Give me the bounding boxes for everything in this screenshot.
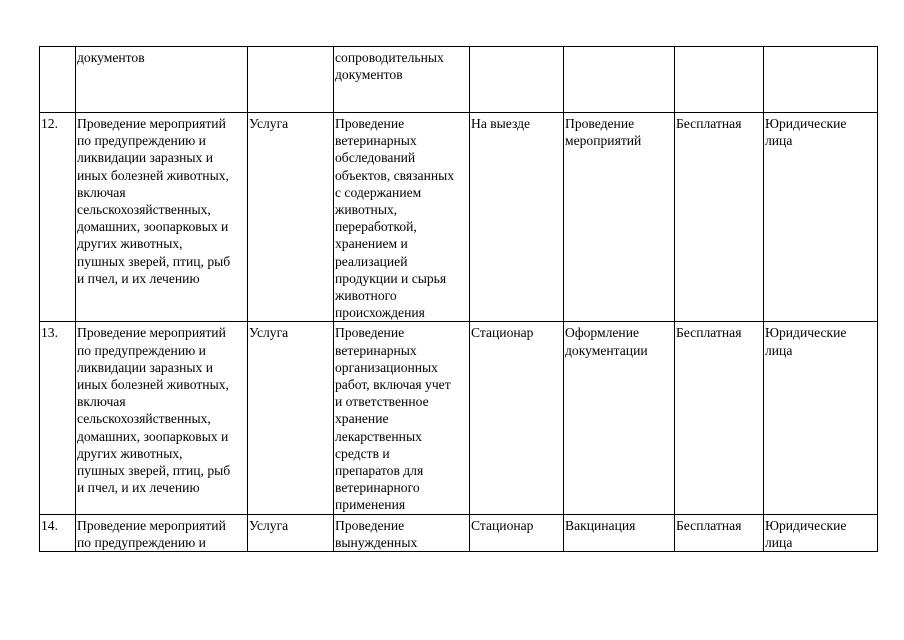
cell-number: 13.	[40, 322, 76, 514]
table-row-continuation	[40, 47, 878, 113]
cell-service-recipients: Юридические лица	[764, 113, 878, 322]
table-row-14	[40, 514, 878, 551]
cell-service-content: Проведение вынужденных	[334, 514, 470, 551]
cell-number: 14.	[40, 514, 76, 551]
cell-service-content: сопроводительных документов	[334, 47, 470, 113]
cell-service-recipients: Юридические лица	[764, 322, 878, 514]
cell-service-type: Услуга	[248, 322, 334, 514]
cell-service-cost: Бесплатная	[675, 322, 764, 514]
cell-service-result	[564, 47, 675, 113]
cell-number	[40, 47, 76, 113]
cell-service-place: Стационар	[470, 514, 564, 551]
cell-service-name: Проведение мероприятий по предупреждению и ликвидации заразных и иных болезней животных, включая сельскохозяйственных, домашних, зоопарковых и других животных, пушных зверей, птиц, рыб и пчел, и их лечению	[76, 113, 248, 322]
cell-service-name: документов	[76, 47, 248, 113]
cell-service-content: Проведение ветеринарных организационных работ, включая учет и ответственное хранение лекарственных средств и препаратов для ветеринарного применения	[334, 322, 470, 514]
table-row-13	[40, 322, 878, 514]
cell-service-type	[248, 47, 334, 113]
cell-service-name: Проведение мероприятий по предупреждению и ликвидации заразных и иных болезней животных, включая сельскохозяйственных, домашних, зоопарковых и других животных, пушных зверей, птиц, рыб и пчел, и их лечению	[76, 322, 248, 514]
cell-service-cost	[675, 47, 764, 113]
cell-service-cost: Бесплатная	[675, 113, 764, 322]
cell-service-result: Проведение мероприятий	[564, 113, 675, 322]
cell-service-result: Оформление документации	[564, 322, 675, 514]
table-row-12	[40, 113, 878, 322]
services-table	[39, 46, 878, 552]
cell-service-place: На выезде	[470, 113, 564, 322]
cell-service-place: Стационар	[470, 322, 564, 514]
cell-service-recipients	[764, 47, 878, 113]
cell-service-place	[470, 47, 564, 113]
cell-service-type: Услуга	[248, 514, 334, 551]
cell-service-type: Услуга	[248, 113, 334, 322]
cell-service-cost: Бесплатная	[675, 514, 764, 551]
cell-service-recipients: Юридические лица	[764, 514, 878, 551]
cell-number: 12.	[40, 113, 76, 322]
cell-service-result: Вакцинация	[564, 514, 675, 551]
cell-service-name: Проведение мероприятий по предупреждению и	[76, 514, 248, 551]
cell-service-content: Проведение ветеринарных обследований объектов, связанных с содержанием животных, переработкой, хранением и реализацией продукции и сырья животного происхождения	[334, 113, 470, 322]
